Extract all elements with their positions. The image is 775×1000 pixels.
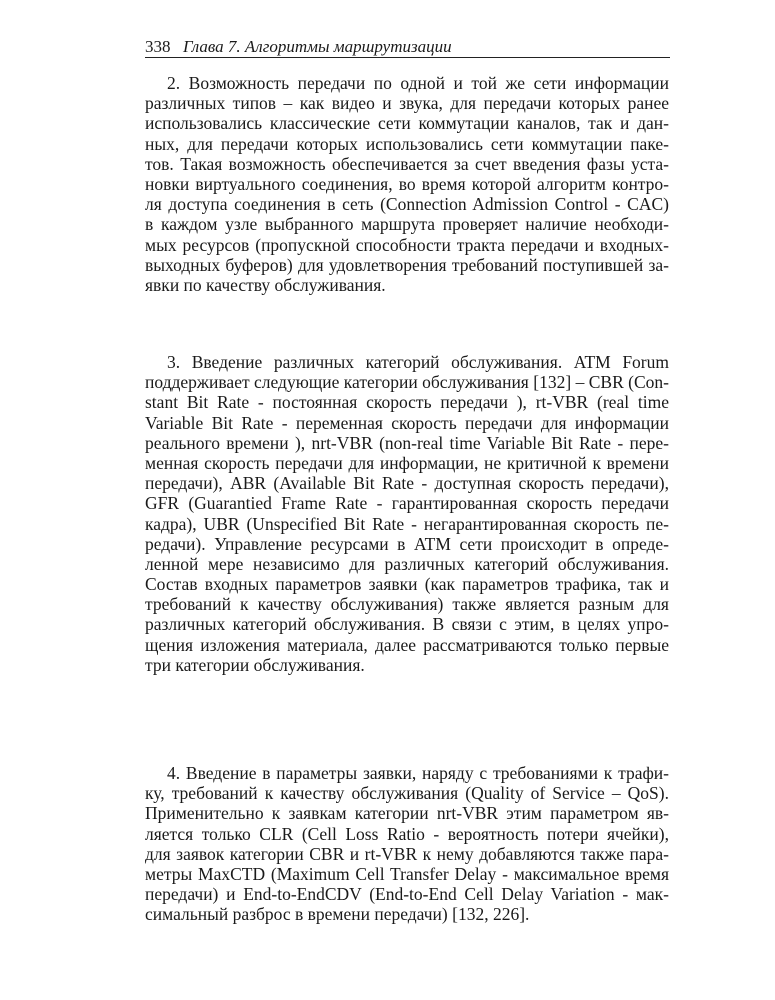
text-line: реального времени ), nrt-VBR (non-real time Variable Bit Rate - пере- bbox=[145, 432, 669, 453]
text-line: stant Bit Rate - постоянная скорость передачи ), rt-VBR (real time bbox=[145, 392, 669, 413]
text-line: использовались классические сети коммутации каналов, так и дан- bbox=[145, 113, 669, 134]
text-line: три категории обслуживания. bbox=[145, 654, 365, 675]
text-line: новки виртуального соединения, во время которой алгоритм контро- bbox=[145, 173, 669, 194]
text-line: 3. Введение различных категорий обслуживания. ATM Forum bbox=[167, 352, 669, 372]
text-line: GFR (Guarantied Frame Rate - гарантированная скорость передачи bbox=[145, 493, 669, 514]
text-line: ляется только CLR (Cell Loss Ratio - вероятность потери ячейки), bbox=[145, 823, 669, 844]
text-line: различных типов – как видео и звука, для передачи которых ранее bbox=[145, 93, 669, 114]
text-line: тов. Такая возможность обеспечивается за счет введения фазы уста- bbox=[145, 153, 669, 174]
text-line: редачи). Управление ресурсами в ATM сети происходит в опреде- bbox=[145, 533, 669, 554]
text-line: ленной мере независимо для различных категорий обслуживания. bbox=[145, 553, 669, 574]
text-line: Применительно к заявкам категории nrt-VBR этим параметром яв- bbox=[145, 803, 669, 824]
text-line: ных, для передачи которых использовались сети коммутации паке- bbox=[145, 133, 669, 154]
text-line: метры MaxCTD (Maximum Cell Transfer Delay - максимальное время bbox=[145, 863, 669, 884]
paragraph-4 bbox=[145, 763, 669, 925]
text-line: менная скорость передачи для информации, не критичной к времени bbox=[145, 452, 669, 473]
text-line: Variable Bit Rate - переменная скорость передачи для информации bbox=[145, 412, 669, 433]
text-line: 4. Введение в параметры заявки, наряду с требованиями к трафи- bbox=[167, 763, 669, 783]
text-line: Состав входных параметров заявки (как параметров трафика, так и bbox=[145, 574, 669, 595]
running-header bbox=[145, 35, 670, 58]
text-line: ку, требований к качеству обслуживания (Quality of Service – QoS). bbox=[145, 783, 669, 804]
paragraph-2 bbox=[145, 73, 669, 295]
text-line: выходных буферов) для удовлетворения требований поступившей за- bbox=[145, 254, 669, 275]
text-line: щения изложения материала, далее рассматриваются только первые bbox=[145, 634, 669, 655]
text-line: требований к качеству обслуживания) также является разным для bbox=[145, 594, 669, 615]
text-line: в каждом узле выбранного маршрута проверяет наличие необходи- bbox=[145, 214, 669, 235]
text-line: для заявок категории CBR и rt-VBR к нему добавляются также пара- bbox=[145, 843, 669, 864]
text-line: 2. Возможность передачи по одной и той же сети информации bbox=[167, 73, 669, 93]
text-line: передачи), ABR (Available Bit Rate - доступная скорость передачи), bbox=[145, 473, 669, 494]
page-number: 338 bbox=[145, 37, 171, 56]
paragraph-3 bbox=[145, 352, 669, 675]
text-line: кадра), UBR (Unspecified Bit Rate - негарантированная скорость пе- bbox=[145, 513, 669, 534]
text-line: явки по качеству обслуживания. bbox=[145, 274, 386, 295]
text-line: симальный разброс в времени передачи) [132, 226]. bbox=[145, 904, 530, 925]
text-line: мых ресурсов (пропускной способности тракта передачи и входных- bbox=[145, 234, 669, 255]
text-line: различных категорий обслуживания. В связи с этим, в целях упро- bbox=[145, 614, 669, 635]
text-line: поддерживает следующие категории обслуживания [132] – CBR (Con- bbox=[145, 372, 669, 393]
chapter-title: Глава 7. Алгоритмы маршрутизации bbox=[183, 37, 452, 56]
text-line: ля доступа соединения в сеть (Connection Admission Control - CAC) bbox=[145, 194, 669, 215]
text-line: передачи) и End-to-EndCDV (End-to-End Cell Delay Variation - мак- bbox=[145, 884, 669, 905]
